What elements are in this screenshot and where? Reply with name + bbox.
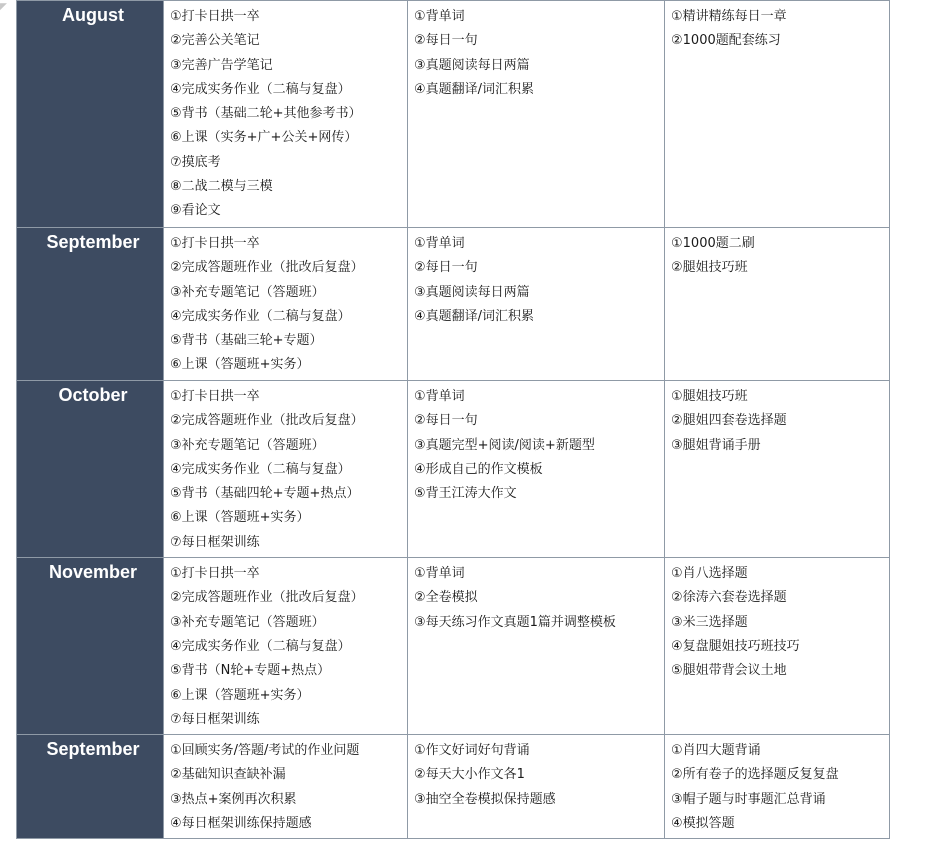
- list-item: ③补充专题笔记（答题班）: [170, 437, 325, 453]
- list-item: ①背单词: [414, 389, 465, 404]
- plan-cell: [665, 735, 890, 839]
- list-item: ①打卡日拱一卒: [170, 236, 260, 251]
- month-label: October: [17, 381, 164, 558]
- list-item: ⑥上课（答题班+实务）: [170, 687, 310, 703]
- plan-cell: [164, 381, 408, 558]
- table-row: [17, 381, 890, 558]
- table-row: [17, 735, 890, 839]
- list-item: ③热点+案例再次积累: [170, 791, 297, 807]
- table-row: [17, 558, 890, 735]
- list-item: ②每日一句: [414, 33, 478, 49]
- plan-cell: [408, 558, 665, 735]
- list-item: ⑨看论文: [170, 203, 221, 219]
- list-item: ③每天练习作文真题1篇并调整模板: [414, 614, 616, 630]
- list-item: ①背单词: [414, 566, 465, 582]
- list-item: ⑤背书（N轮+专题+热点）: [170, 663, 331, 679]
- list-item: ①打卡日拱一卒: [170, 389, 260, 404]
- list-item: ③真题阅读每日两篇: [414, 284, 530, 300]
- list-item: ②每天大小作文各1: [414, 767, 525, 783]
- list-item: ③帽子题与时事题汇总背诵: [671, 791, 826, 807]
- list-item: ②完成答题班作业（批改后复盘）: [170, 590, 364, 606]
- list-item: ②腿姐四套卷选择题: [671, 413, 787, 429]
- plan-cell: [164, 558, 408, 735]
- list-item: ②全卷模拟: [414, 590, 478, 606]
- plan-list: [671, 5, 889, 54]
- plan-list: [414, 739, 664, 812]
- list-item: ④真题翻译/词汇积累: [414, 81, 535, 97]
- plan-cell: [408, 381, 665, 558]
- month-label: September: [17, 228, 164, 381]
- list-item: ③米三选择题: [671, 614, 748, 630]
- plan-list: [170, 739, 407, 836]
- plan-cell: [665, 228, 890, 381]
- list-item: ②腿姐技巧班: [671, 260, 748, 276]
- list-item: ⑤背王江涛大作文: [414, 486, 517, 502]
- list-item: ③腿姐背诵手册: [671, 437, 761, 453]
- table-row: [17, 1, 890, 228]
- list-item: ④完成实务作业（二稿与复盘）: [170, 461, 351, 477]
- list-item: ①腿姐技巧班: [671, 389, 748, 404]
- list-item: ①背单词: [414, 236, 465, 251]
- list-item: ⑥上课（答题班+实务）: [170, 510, 310, 526]
- list-item: ④每日框架训练保持题感: [170, 816, 312, 832]
- plan-cell: [164, 735, 408, 839]
- list-item: ⑤背书（基础三轮+专题）: [170, 333, 323, 349]
- list-item: ②完成答题班作业（批改后复盘）: [170, 260, 364, 276]
- list-item: ①肖八选择题: [671, 566, 748, 582]
- plan-list: [671, 232, 889, 281]
- list-item: ③完善广告学笔记: [170, 57, 273, 73]
- list-item: ④完成实务作业（二稿与复盘）: [170, 81, 351, 97]
- list-item: ③真题完型+阅读/阅读+新题型: [414, 437, 595, 453]
- month-label: August: [17, 1, 164, 228]
- plan-list: [170, 562, 407, 732]
- list-item: ②每日一句: [414, 413, 478, 429]
- list-item: ②基础知识查缺补漏: [170, 767, 286, 783]
- plan-list: [170, 232, 407, 378]
- plan-list: [671, 739, 889, 836]
- plan-cell: [164, 1, 408, 228]
- list-item: ④模拟答题: [671, 816, 735, 832]
- list-item: ④复盘腿姐技巧班技巧: [671, 638, 800, 654]
- list-item: ②完善公关笔记: [170, 33, 260, 49]
- plan-cell: [408, 1, 665, 228]
- list-item: ①打卡日拱一卒: [170, 9, 260, 24]
- plan-list: [170, 5, 407, 224]
- list-item: ⑤背书（基础四轮+专题+热点）: [170, 486, 360, 502]
- plan-cell: [665, 558, 890, 735]
- list-item: ②1000题配套练习: [671, 33, 781, 49]
- plan-cell: [408, 228, 665, 381]
- list-item: ②所有卷子的选择题反复复盘: [671, 767, 839, 783]
- list-item: ⑤背书（基础二轮+其他参考书）: [170, 106, 362, 122]
- plan-list: [170, 385, 407, 555]
- list-item: ④完成实务作业（二稿与复盘）: [170, 638, 351, 654]
- month-label: November: [17, 558, 164, 735]
- list-item: ②完成答题班作业（批改后复盘）: [170, 413, 364, 429]
- plan-list: [414, 232, 664, 329]
- list-item: ③补充专题笔记（答题班）: [170, 614, 325, 630]
- list-item: ④形成自己的作文模板: [414, 461, 543, 477]
- list-item: ①作文好词好句背诵: [414, 743, 530, 759]
- plan-list: [671, 385, 889, 458]
- plan-cell: [164, 228, 408, 381]
- list-item: ②徐涛六套卷选择题: [671, 590, 787, 606]
- list-item: ③抽空全卷模拟保持题感: [414, 791, 556, 807]
- plan-cell: [408, 735, 665, 839]
- list-item: ③真题阅读每日两篇: [414, 57, 530, 73]
- corner-marker-icon: ◤: [0, 2, 7, 12]
- plan-list: [414, 5, 664, 102]
- list-item: ②每日一句: [414, 260, 478, 276]
- list-item: ④真题翻译/词汇积累: [414, 308, 535, 324]
- list-item: ⑦每日框架训练: [170, 534, 260, 550]
- list-item: ①背单词: [414, 9, 465, 24]
- list-item: ①1000题二刷: [671, 236, 755, 251]
- list-item: ④完成实务作业（二稿与复盘）: [170, 308, 351, 324]
- list-item: ①打卡日拱一卒: [170, 566, 260, 582]
- list-item: ①回顾实务/答题/考试的作业问题: [170, 743, 360, 759]
- plan-list: [671, 562, 889, 683]
- list-item: ①肖四大题背诵: [671, 743, 761, 759]
- list-item: ⑦每日框架训练: [170, 711, 260, 727]
- study-plan-table: [16, 0, 890, 839]
- table-row: [17, 228, 890, 381]
- plan-list: [414, 562, 664, 635]
- list-item: ⑧二战二模与三模: [170, 179, 273, 195]
- list-item: ⑥上课（答题班+实务）: [170, 357, 310, 373]
- list-item: ①精讲精练每日一章: [671, 9, 787, 24]
- list-item: ⑥上课（实务+广+公关+网传）: [170, 130, 358, 146]
- plan-cell: [665, 381, 890, 558]
- month-label: September: [17, 735, 164, 839]
- list-item: ⑦摸底考: [170, 154, 221, 170]
- list-item: ⑤腿姐带背会议土地: [671, 663, 787, 679]
- list-item: ③补充专题笔记（答题班）: [170, 284, 325, 300]
- plan-list: [414, 385, 664, 506]
- plan-cell: [665, 1, 890, 228]
